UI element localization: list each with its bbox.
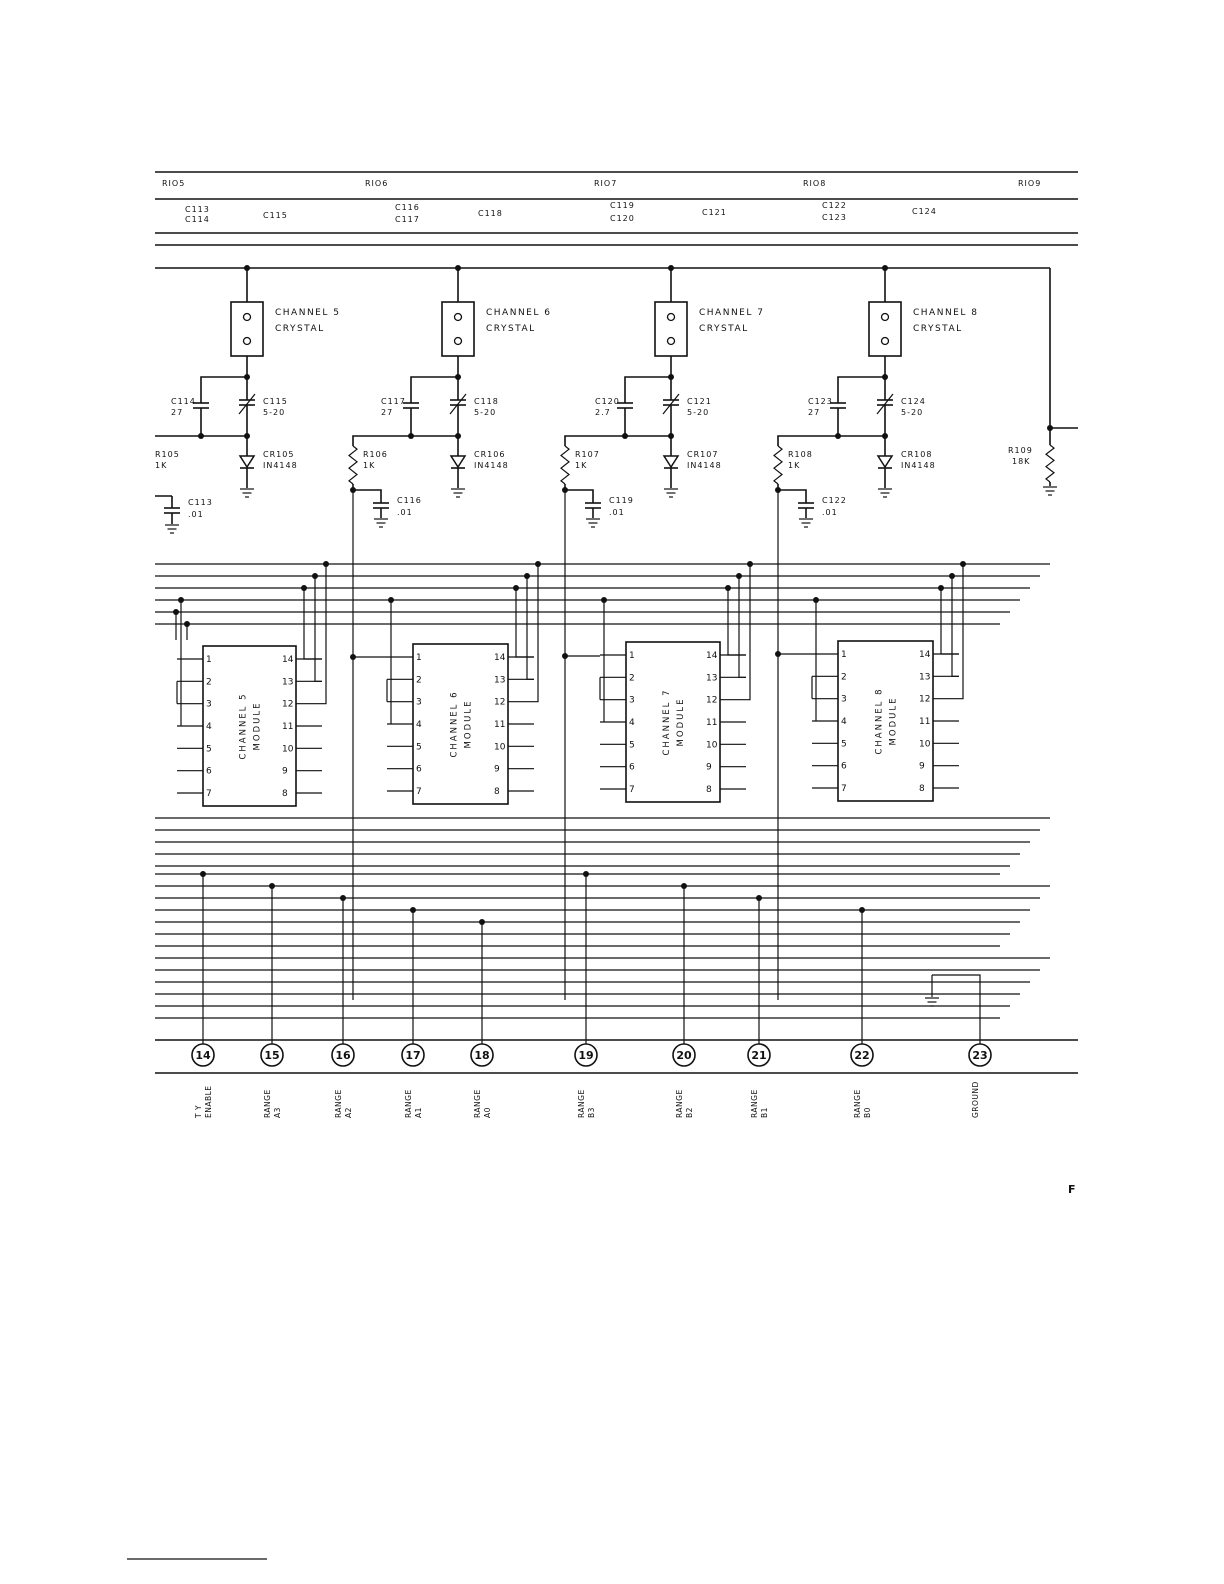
crystal-pin-icon xyxy=(882,314,889,321)
junction-dot xyxy=(725,585,731,591)
diode-label: CR105 xyxy=(263,450,295,459)
fixed-cap-label: C120 xyxy=(595,397,620,406)
header-resistor-label: RIO6 xyxy=(365,179,389,188)
module-pin-label: 5 xyxy=(629,740,635,751)
junction-dot xyxy=(601,597,607,603)
header-capacitor-label: C115 xyxy=(263,211,288,220)
module-pin-label: 13 xyxy=(919,672,931,683)
resistor-value: 1K xyxy=(155,461,168,470)
module-pin-label: 6 xyxy=(206,766,212,777)
module-pin-label: 7 xyxy=(629,785,635,795)
crystal-label: CHANNEL 6 xyxy=(486,308,552,318)
junction-dot xyxy=(583,871,589,877)
module-pin-label: 5 xyxy=(841,739,847,750)
terminal-number: 19 xyxy=(578,1049,594,1062)
junction-dot xyxy=(756,895,762,901)
module-bus-wire xyxy=(952,576,959,676)
junction-dot xyxy=(535,561,541,567)
module-pin-label: 2 xyxy=(206,677,212,688)
terminal-number: 15 xyxy=(264,1049,280,1062)
header-capacitor-label: C122 xyxy=(822,201,847,210)
header-capacitor-label: C123 xyxy=(822,213,847,222)
crystal-pin-icon xyxy=(244,338,251,345)
module-pin-label: 14 xyxy=(282,655,294,665)
module-pin-label: 2 xyxy=(841,672,847,683)
terminal-label: A1 xyxy=(414,1107,423,1118)
junction-dot xyxy=(178,597,184,603)
module-pin-label: 4 xyxy=(206,722,212,732)
module-bus-wire xyxy=(315,576,322,681)
junction-dot xyxy=(681,883,687,889)
junction-dot xyxy=(340,895,346,901)
module-pin-label: 9 xyxy=(919,761,925,772)
junction-dot xyxy=(410,907,416,913)
module-pin-label: 1 xyxy=(416,653,422,663)
terminal-number: 14 xyxy=(195,1049,211,1062)
module-pin-label: 5 xyxy=(416,742,422,753)
module-pin-label: 12 xyxy=(282,699,294,710)
terminal-number: 22 xyxy=(854,1049,870,1062)
crystal-label: CRYSTAL xyxy=(699,324,749,334)
module-pin-label: 8 xyxy=(706,785,712,795)
fixed-cap-label: C123 xyxy=(808,397,833,406)
diode-value: IN4148 xyxy=(901,461,936,470)
crystal-pin-icon xyxy=(455,314,462,321)
terminal-label: B0 xyxy=(863,1107,872,1118)
header-capacitor-label: C119 xyxy=(610,201,635,210)
diode-value: IN4148 xyxy=(474,461,509,470)
wire xyxy=(778,436,838,446)
module-label: CHANNEL 8 xyxy=(874,687,885,755)
crystal-label: CHANNEL 7 xyxy=(699,308,765,318)
module-pin-label: 11 xyxy=(494,720,506,730)
module-pin-label: 8 xyxy=(494,787,500,797)
resistor-value: 1K xyxy=(788,461,801,470)
module-label: CHANNEL 6 xyxy=(449,690,460,758)
diode-icon xyxy=(240,456,254,467)
module-pin-label: 13 xyxy=(282,677,294,688)
junction-dot xyxy=(244,433,250,439)
module-label: MODULE xyxy=(252,701,263,751)
wire xyxy=(838,377,885,403)
module-pin-label: 3 xyxy=(416,697,422,708)
terminal-label: B2 xyxy=(685,1107,694,1118)
crystal-icon xyxy=(442,302,474,356)
module-pin-label: 7 xyxy=(206,789,212,799)
page-marker: F xyxy=(1068,1183,1076,1196)
wire xyxy=(353,490,381,503)
junction-dot xyxy=(960,561,966,567)
terminal-label: RANGE xyxy=(577,1089,586,1118)
module-pin-label: 11 xyxy=(282,722,294,732)
resistor-icon xyxy=(349,446,357,484)
terminal-label: A2 xyxy=(344,1107,353,1118)
junction-dot xyxy=(513,585,519,591)
module-pin-label: 9 xyxy=(494,764,500,775)
module-bus-wire xyxy=(516,588,534,657)
terminal-label: RANGE xyxy=(675,1089,684,1118)
header-resistor-label: RIO9 xyxy=(1018,179,1042,188)
header-capacitor-label: C114 xyxy=(185,215,210,224)
junction-dot xyxy=(323,561,329,567)
terminal-label: A3 xyxy=(273,1107,282,1118)
bypass-cap-value: .01 xyxy=(822,508,838,517)
ground-wire xyxy=(932,975,980,1044)
header-capacitor-label: C118 xyxy=(478,209,503,218)
resistor-icon xyxy=(561,446,569,484)
junction-dot xyxy=(388,597,394,603)
module-pin-label: 14 xyxy=(919,650,931,660)
terminal-label: GROUND xyxy=(971,1081,980,1118)
module-pin-label: 13 xyxy=(706,673,718,684)
resistor-value: 1K xyxy=(575,461,588,470)
module-bus-wire xyxy=(746,564,750,700)
module-pin-label: 9 xyxy=(706,762,712,773)
bypass-cap-label: C113 xyxy=(188,498,213,507)
trim-cap-label: C118 xyxy=(474,397,499,406)
static-wiring xyxy=(127,172,1078,1559)
fixed-cap-value: 2.7 xyxy=(595,408,611,417)
wire xyxy=(201,377,247,403)
terminal-label: T Y xyxy=(194,1104,203,1118)
bypass-cap-label: C122 xyxy=(822,496,847,505)
crystal-pin-icon xyxy=(455,338,462,345)
diode-label: CR107 xyxy=(687,450,719,459)
junction-dot xyxy=(1047,425,1053,431)
trim-cap-value: 5-20 xyxy=(474,408,497,417)
terminal-number: 23 xyxy=(972,1049,988,1062)
module-pin-label: 5 xyxy=(206,744,212,755)
junction-dot xyxy=(301,585,307,591)
wire xyxy=(411,377,458,403)
resistor-label: R105 xyxy=(155,450,180,459)
terminal-label: RANGE xyxy=(334,1089,343,1118)
module-pin-label: 4 xyxy=(629,718,635,728)
module-label: MODULE xyxy=(463,699,474,749)
header-resistor-label: RIO5 xyxy=(162,179,186,188)
module-pin-label: 6 xyxy=(629,762,635,773)
module-pin-label: 3 xyxy=(629,695,635,706)
diode-label: CR108 xyxy=(901,450,933,459)
header-resistor-label: RIO7 xyxy=(594,179,618,188)
terminal-number: 18 xyxy=(474,1049,490,1062)
module-label: MODULE xyxy=(676,697,686,747)
trim-cap-label: C121 xyxy=(687,397,712,406)
junction-dot xyxy=(455,433,461,439)
module-pin-label: 3 xyxy=(841,694,847,705)
module-pin-label: 4 xyxy=(841,717,847,727)
junction-dot xyxy=(882,433,888,439)
module-pin-label: 10 xyxy=(282,744,294,755)
trim-cap-value: 5-20 xyxy=(901,408,924,417)
trim-cap-label: C124 xyxy=(901,397,926,406)
fixed-cap-label: C117 xyxy=(381,397,406,406)
module-label: CHANNEL 5 xyxy=(238,692,249,760)
resistor-value: 18K xyxy=(1012,457,1031,466)
header-capacitor-label: C113 xyxy=(185,205,210,214)
junction-dot xyxy=(479,919,485,925)
fixed-cap-value: 27 xyxy=(171,408,184,417)
diode-icon xyxy=(878,456,892,467)
labels xyxy=(155,179,1076,1196)
module-pin-label: 1 xyxy=(841,650,847,660)
terminal-label: RANGE xyxy=(750,1089,759,1118)
junction-dot xyxy=(524,573,530,579)
wire xyxy=(353,436,411,446)
crystal-pin-icon xyxy=(244,314,251,321)
crystal-pin-icon xyxy=(668,314,675,321)
module-pin-label: 14 xyxy=(494,653,506,663)
crystal-label: CHANNEL 8 xyxy=(913,308,979,318)
terminal-label: B3 xyxy=(587,1107,596,1118)
module-label: MODULE xyxy=(888,696,899,746)
module-bus-wire xyxy=(959,564,963,699)
terminal-number: 20 xyxy=(676,1049,692,1062)
bypass-cap-label: C116 xyxy=(397,496,422,505)
junction-dot xyxy=(269,883,275,889)
fixed-cap-value: 27 xyxy=(381,408,394,417)
wire xyxy=(625,377,671,403)
module-bus-wire xyxy=(527,576,534,679)
terminal-number: 16 xyxy=(335,1049,351,1062)
header-capacitor-label: C120 xyxy=(610,214,635,223)
crystal-label: CRYSTAL xyxy=(486,324,536,334)
resistor-label: R108 xyxy=(788,450,813,459)
resistor-label: R109 xyxy=(1008,446,1033,455)
module-pin-label: 2 xyxy=(416,675,422,686)
terminal-label: B1 xyxy=(760,1107,769,1118)
junction-dot xyxy=(859,907,865,913)
module-pin-label: 9 xyxy=(282,766,288,777)
module-pin-label: 10 xyxy=(494,742,506,753)
module-pin-label: 6 xyxy=(841,761,847,772)
trim-cap-value: 5-20 xyxy=(263,408,286,417)
module-pin-label: 13 xyxy=(494,675,506,686)
junction-dot xyxy=(813,597,819,603)
junction-dot xyxy=(938,585,944,591)
crystal-label: CRYSTAL xyxy=(913,324,963,334)
resistor-label: R107 xyxy=(575,450,600,459)
wire xyxy=(778,490,806,503)
diode-icon xyxy=(664,456,678,467)
terminal-label: A0 xyxy=(483,1107,492,1118)
crystal-icon xyxy=(231,302,263,356)
crystal-label: CRYSTAL xyxy=(275,324,325,334)
fixed-cap-label: C114 xyxy=(171,397,196,406)
crystal-pin-icon xyxy=(668,338,675,345)
module-pin-label: 7 xyxy=(841,784,847,794)
module-pin-label: 11 xyxy=(706,718,718,728)
module-pin-label: 1 xyxy=(206,655,212,665)
module-pin-label: 12 xyxy=(494,697,506,708)
crystal-icon xyxy=(869,302,901,356)
bypass-cap-value: .01 xyxy=(397,508,413,517)
junction-dot xyxy=(747,561,753,567)
trim-cap-label: C115 xyxy=(263,397,288,406)
diode-icon xyxy=(451,456,465,467)
module-bus-wire xyxy=(739,576,746,677)
header-capacitor-label: C124 xyxy=(912,207,937,216)
terminal-label: RANGE xyxy=(853,1089,862,1118)
junction-dot xyxy=(668,433,674,439)
header-capacitor-label: C121 xyxy=(702,208,727,217)
bypass-cap-value: .01 xyxy=(609,508,625,517)
junction-dot xyxy=(736,573,742,579)
terminal-label: RANGE xyxy=(473,1089,482,1118)
junction-dot xyxy=(312,573,318,579)
wire xyxy=(565,436,625,446)
trim-cap-value: 5-20 xyxy=(687,408,710,417)
terminal-label: RANGE xyxy=(404,1089,413,1118)
crystal-icon xyxy=(655,302,687,356)
module-pin-label: 8 xyxy=(282,789,288,799)
diode-value: IN4148 xyxy=(263,461,298,470)
module-pin-label: 3 xyxy=(206,699,212,710)
junction-dot xyxy=(949,573,955,579)
module-pin-label: 12 xyxy=(706,695,718,706)
terminal-label: RANGE xyxy=(263,1089,272,1118)
module-pin-label: 12 xyxy=(919,694,931,705)
module-label: CHANNEL 7 xyxy=(662,688,672,756)
module-pin-label: 4 xyxy=(416,720,422,730)
module-pin-label: 10 xyxy=(919,739,931,750)
module-bus-wire xyxy=(322,564,326,704)
header-resistor-label: RIO8 xyxy=(803,179,827,188)
resistor-label: R106 xyxy=(363,450,388,459)
module-pin-label: 1 xyxy=(629,651,635,661)
module-bus-wire xyxy=(534,564,538,702)
diode-label: CR106 xyxy=(474,450,506,459)
crystal-pin-icon xyxy=(882,338,889,345)
diode-value: IN4148 xyxy=(687,461,722,470)
junction-dot xyxy=(200,871,206,877)
module-pin-label: 6 xyxy=(416,764,422,775)
crystal-label: CHANNEL 5 xyxy=(275,308,341,318)
resistor-icon xyxy=(1046,445,1054,482)
module-bus-wire xyxy=(941,588,959,654)
terminal-label: ENABLE xyxy=(204,1085,213,1118)
module-pin-label: 7 xyxy=(416,787,422,797)
module-pin-label: 10 xyxy=(706,740,718,751)
wire xyxy=(565,490,593,503)
module-bus-wire xyxy=(728,588,746,655)
module-pin-label: 2 xyxy=(629,673,635,684)
bypass-cap-label: C119 xyxy=(609,496,634,505)
resistor-value: 1K xyxy=(363,461,376,470)
terminal-number: 21 xyxy=(751,1049,767,1062)
header-capacitor-label: C116 xyxy=(395,203,420,212)
bypass-cap-value: .01 xyxy=(188,510,204,519)
terminal-number: 17 xyxy=(405,1049,421,1062)
module-pin-label: 14 xyxy=(706,651,718,661)
fixed-cap-value: 27 xyxy=(808,408,821,417)
module-pin-label: 11 xyxy=(919,717,931,727)
module-pin-label: 8 xyxy=(919,784,925,794)
header-capacitor-label: C117 xyxy=(395,215,420,224)
resistor-icon xyxy=(774,446,782,484)
